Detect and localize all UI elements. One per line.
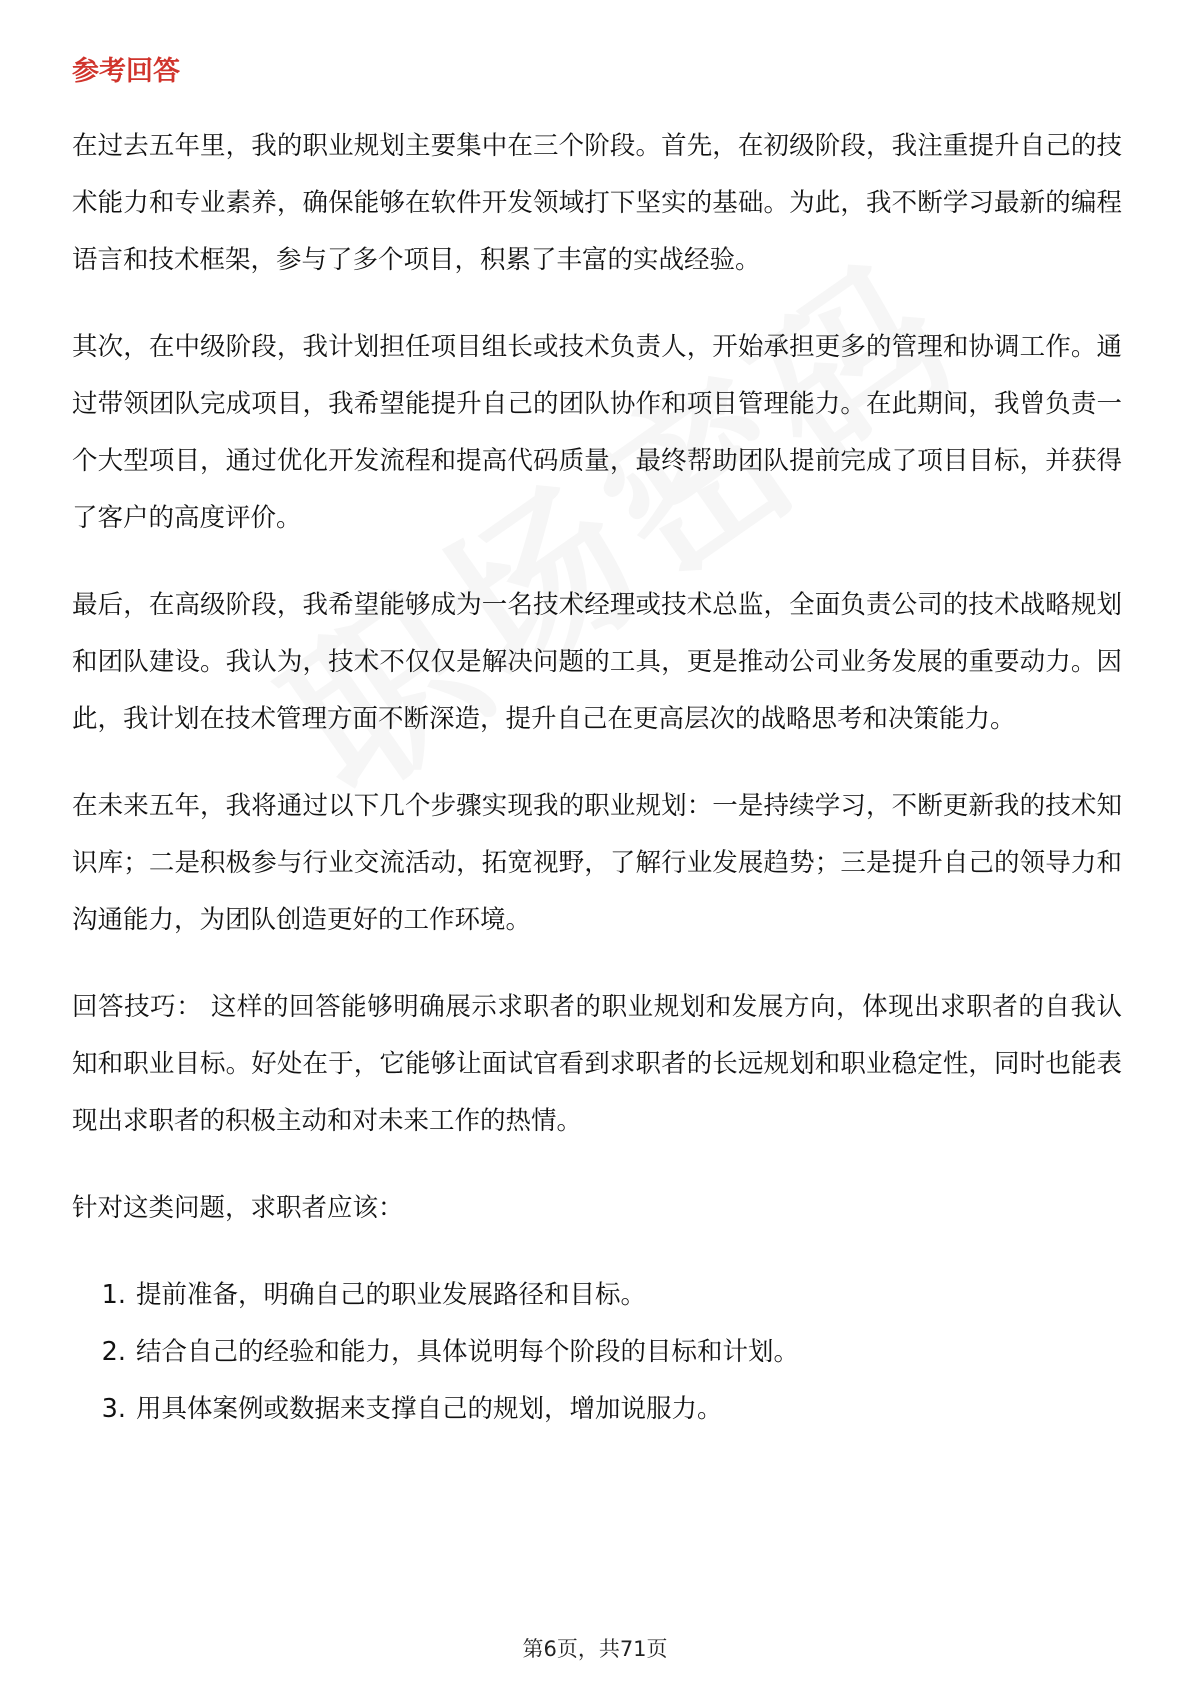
paragraph-answer-tips: 回答技巧： 这样的回答能够明确展示求职者的职业规划和发展方向，体现出求职者的自我认知和职业目标。好处在于，它能够让面试官看到求职者的长远规划和职业稳定性，同时也能表现出求职者的积极主动和对未来工作的热情。 bbox=[72, 992, 1122, 1136]
list-text: 结合自己的经验和能力，具体说明每个阶段的目标和计划。 bbox=[136, 1337, 800, 1367]
paragraph-stage-three: 最后，在高级阶段，我希望能够成为一名技术经理或技术总监，全面负责公司的技术战略规划和团队建设。我认为，技术不仅仅是解决问题的工具，更是推动公司业务发展的重要动力。因此，我计划在技术管理方面不断深造，提升自己在更高层次的战略思考和决策能力。 bbox=[72, 590, 1122, 734]
list-text: 用具体案例或数据来支撑自己的规划，增加说服力。 bbox=[136, 1394, 723, 1424]
answer-body bbox=[72, 118, 1122, 1438]
page-number: 第6页，共71页 bbox=[522, 1637, 668, 1661]
list-text: 提前准备，明确自己的职业发展路径和目标。 bbox=[136, 1280, 647, 1310]
list-item bbox=[72, 1267, 1122, 1324]
paragraph-advice-intro: 针对这类问题，求职者应该： bbox=[72, 1193, 404, 1223]
paragraph-future-plan: 在未来五年，我将通过以下几个步骤实现我的职业规划：一是持续学习，不断更新我的技术知识库；二是积极参与行业交流活动，拓宽视野，了解行业发展趋势；三是提升自己的领导力和沟通能力，为团队创造更好的工作环境。 bbox=[72, 791, 1122, 935]
paragraph-stage-two: 其次，在中级阶段，我计划担任项目组长或技术负责人，开始承担更多的管理和协调工作。通过带领团队完成项目，我希望能提升自己的团队协作和项目管理能力。在此期间，我曾负责一个大型项目，通过优化开发流程和提高代码质量，最终帮助团队提前完成了项目目标，并获得了客户的高度评价。 bbox=[72, 332, 1122, 533]
list-item bbox=[72, 1324, 1122, 1381]
section-heading: 参考回答 bbox=[72, 56, 180, 87]
advice-list bbox=[72, 1267, 1122, 1438]
paragraph-stage-one: 在过去五年里，我的职业规划主要集中在三个阶段。首先，在初级阶段，我注重提升自己的技术能力和专业素养，确保能够在软件开发领域打下坚实的基础。为此，我不断学习最新的编程语言和技术框架，参与了多个项目，积累了丰富的实战经验。 bbox=[72, 131, 1122, 275]
list-number: 3. bbox=[101, 1394, 126, 1424]
list-number: 1. bbox=[101, 1280, 126, 1310]
list-item bbox=[72, 1381, 1122, 1438]
list-number: 2. bbox=[101, 1337, 126, 1367]
